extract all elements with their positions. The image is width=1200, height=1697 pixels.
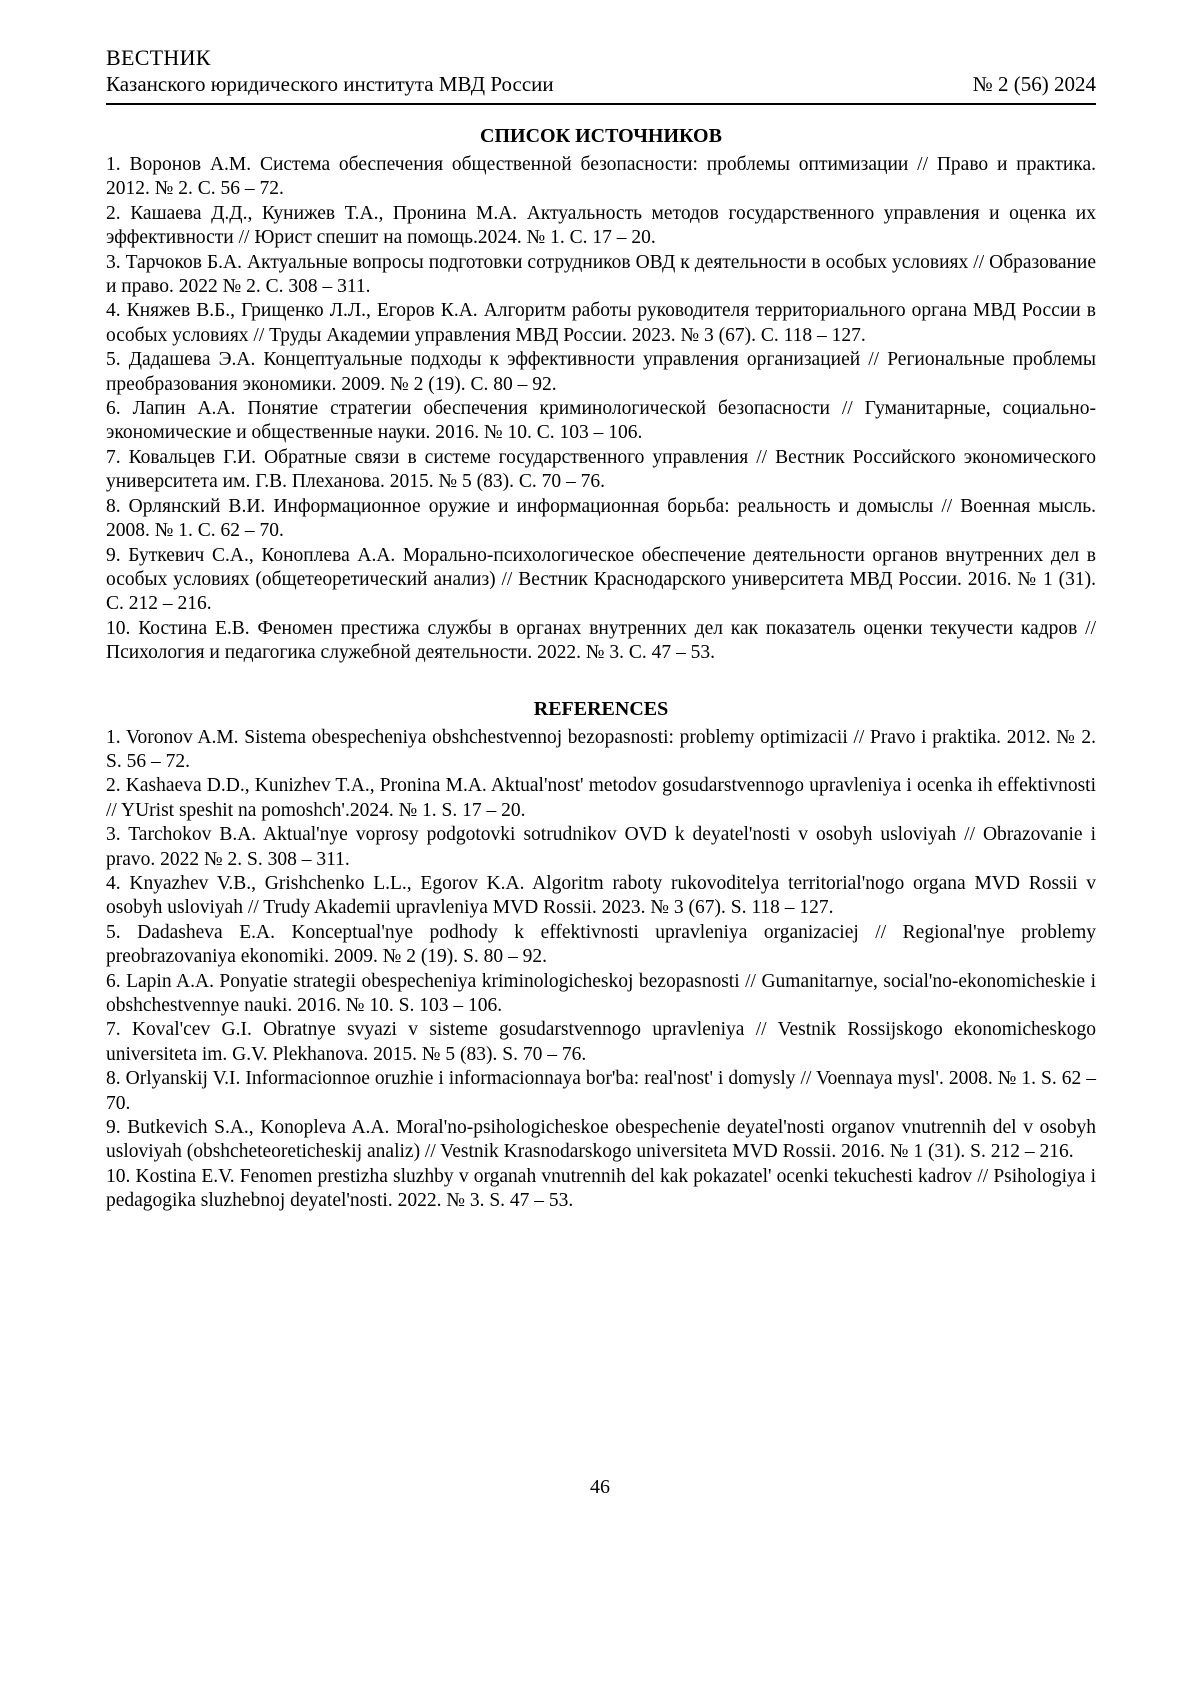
reference-item: 3. Тарчоков Б.А. Актуальные вопросы подготовки сотрудников ОВД к деятельности в особых условиях // Образование и право. 2022 № 2. С. 308 – 311. xyxy=(106,251,1096,298)
reference-item: 4. Knyazhev V.B., Grishchenko L.L., Egorov K.A. Algoritm raboty rukovoditelya territorial'nogo organa MVD Rossii v osobyh usloviyah // Trudy Akademii upravleniya MVD Rossii. 2023. № 3 (67). S. 118 – 127. xyxy=(106,872,1096,919)
header-row xyxy=(106,71,1096,98)
reference-item: 6. Lapin A.A. Ponyatie strategii obespecheniya kriminologicheskoj bezopasnosti // Gumanitarnye, social'no-ekonomicheskie i obshchestvennye nauki. 2016. № 10. S. 103 – 106. xyxy=(106,970,1096,1016)
journal-name: ВЕСТНИК xyxy=(106,45,211,70)
reference-item: 1. Воронов А.М. Система обеспечения общественной безопасности: проблемы оптимизации // Право и практика. 2012. № 2. С. 56 – 72. xyxy=(106,154,1096,200)
reference-item: 10. Костина Е.В. Феномен престижа службы в органах внутренних дел как показатель оценки текучести кадров // Психология и педагогика служебной деятельности. 2022. № 3. С. 47 – 53. xyxy=(106,617,1096,664)
journal-subtitle: Казанского юридического института МВД России xyxy=(106,72,554,96)
reference-item: 2. Kashaeva D.D., Kunizhev T.A., Pronina M.A. Aktual'nost' metodov gosudarstvennogo upravleniya i ocenka ih effektivnosti // YUrist speshit na pomoshch'.2024. № 1. S. 17 – 20. xyxy=(106,775,1096,821)
issue-number: № 2 (56) 2024 xyxy=(972,72,1096,96)
reference-item: 3. Tarchokov B.A. Aktual'nye voprosy podgotovki sotrudnikov OVD k deyatel'nosti v osobyh usloviyah // Obrazovanie i pravo. 2022 № 2. S. 308 – 311. xyxy=(106,824,1096,870)
reference-item: 4. Княжев В.Б., Грищенко Л.Л., Егоров К.А. Алгоритм работы руководителя территориального органа МВД России в особых условиях // Труды Академии управления МВД России. 2023. № 3 (67). С. 118 – 127. xyxy=(106,300,1096,346)
reference-item: 6. Лапин А.А. Понятие стратегии обеспечения криминологической безопасности // Гуманитарные, социально-экономические и общественные науки. 2016. № 10. С. 103 – 106. xyxy=(106,398,1096,444)
reference-item: 1. Voronov A.M. Sistema obespecheniya obshchestvennoj bezopasnosti: problemy optimizacii // Pravo i praktika. 2012. № 2. S. 56 – 72. xyxy=(106,726,1096,772)
reference-item: 10. Kostina E.V. Fenomen prestizha sluzhby v organah vnutrennih del kak pokazatel' ocenki tekuchesti kadrov // Psihologiya i pedagogika sluzhebnoj deyatel'nosti. 2022. № 3. S. 47 – 53. xyxy=(106,1165,1096,1212)
references-heading: REFERENCES xyxy=(533,697,669,720)
header-divider xyxy=(106,103,1096,105)
reference-item: 8. Orlyanskij V.I. Informacionnoe oruzhie i informacionnaya bor'ba: real'nost' i domysly // Voennaya mysl'. 2008. № 1. S. 62 – 70. xyxy=(106,1068,1096,1114)
reference-item: 9. Буткевич С.А., Коноплева А.А. Морально-психологическое обеспечение деятельности органов внутренних дел в особых условиях (общетеоретический анализ) // Вестник Краснодарского университета МВД России. 2016. № 1 (31). С. 212 – 216. xyxy=(106,544,1096,615)
reference-item: 5. Дадашева Э.А. Концептуальные подходы к эффективности управления организацией // Региональные проблемы преобразования экономики. 2009. № 2 (19). С. 80 – 92. xyxy=(106,349,1096,395)
reference-item: 5. Dadasheva E.A. Konceptual'nye podhody k effektivnosti upravleniya organizaciej // Regional'nye problemy preobrazovaniya ekonomiki. 2009. № 2 (19). S. 80 – 92. xyxy=(106,921,1096,968)
reference-item: 2. Кашаева Д.Д., Кунижев Т.А., Пронина М.А. Актуальность методов государственного управления и оценка их эффективности // Юрист спешит на помощь.2024. № 1. С. 17 – 20. xyxy=(106,202,1096,249)
reference-item: 8. Орлянский В.И. Информационное оружие и информационная борьба: реальность и домыслы // Военная мысль. 2008. № 1. С. 62 – 70. xyxy=(106,495,1096,542)
sources-heading: СПИСОК ИСТОЧНИКОВ xyxy=(480,125,722,147)
page-content xyxy=(106,44,1096,1214)
reference-item: 9. Butkevich S.A., Konopleva A.A. Moral'no-psihologicheskoe obespechenie deyatel'nosti organov vnutrennih del v osobyh usloviyah (obshcheteoreticheskij analiz) // Vestnik Krasnodarskogo universiteta MVD Rossii. 2016. № 1 (31). S. 212 – 216. xyxy=(106,1117,1096,1163)
reference-item: 7. Ковальцев Г.И. Обратные связи в системе государственного управления // Вестник Российского экономического университета им. Г.В. Плеханова. 2015. № 5 (83). С. 70 – 76. xyxy=(106,446,1096,493)
page-number: 46 xyxy=(590,1476,610,1498)
reference-item: 7. Koval'cev G.I. Obratnye svyazi v sisteme gosudarstvennogo upravleniya // Vestnik Rossijskogo ekonomicheskogo universiteta im. G.V. Plekhanova. 2015. № 5 (83). S. 70 – 76. xyxy=(106,1019,1096,1065)
page-header xyxy=(106,44,1096,105)
